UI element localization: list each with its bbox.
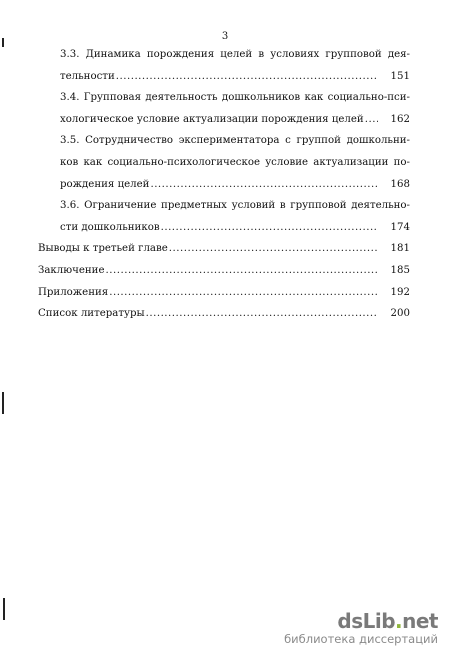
toc-leader-dots bbox=[161, 217, 378, 239]
page-number: 3 bbox=[221, 31, 229, 42]
toc-entry-text: рождения целей bbox=[60, 178, 150, 190]
toc-entry-conclusions-ch3[interactable] bbox=[38, 238, 410, 260]
toc-entry-text: Выводы к третьей главе bbox=[38, 243, 168, 255]
watermark[interactable] bbox=[258, 610, 438, 646]
toc-entry-last-line bbox=[60, 66, 410, 88]
toc-page-number: 174 bbox=[390, 221, 410, 233]
toc-leader-dots bbox=[106, 260, 378, 282]
toc-entry-text: Заключение bbox=[38, 264, 105, 276]
toc-entry-appendices[interactable] bbox=[38, 282, 410, 304]
toc-page-number: 168 bbox=[390, 178, 410, 190]
toc-leader-dots bbox=[116, 66, 378, 88]
toc-page-number: 181 bbox=[390, 243, 410, 255]
toc-entry-3-4[interactable] bbox=[38, 87, 410, 130]
watermark-brand-main: dsLib bbox=[337, 609, 396, 633]
toc-leader-dots bbox=[109, 282, 378, 304]
toc-page-number: 200 bbox=[390, 308, 410, 320]
toc-entry-text: хологическое условие актуализации порождения целей bbox=[60, 113, 364, 125]
toc-page-number: 192 bbox=[390, 286, 410, 298]
toc-entry-last-line bbox=[38, 238, 410, 260]
toc-entry-last-line bbox=[60, 217, 410, 239]
toc-leader-dots bbox=[150, 174, 378, 196]
toc-entry-references[interactable] bbox=[38, 303, 410, 325]
toc-entry-3-6[interactable] bbox=[38, 195, 410, 238]
watermark-subtitle: библиотека диссертаций bbox=[284, 632, 438, 646]
watermark-brand-dot: . bbox=[395, 609, 403, 633]
toc-entry-last-line bbox=[38, 303, 410, 325]
toc-page-number: 162 bbox=[390, 113, 410, 125]
margin-mark-top bbox=[2, 38, 4, 47]
toc-page-number: 151 bbox=[390, 70, 410, 82]
toc-leader-dots bbox=[365, 109, 378, 131]
toc-entry-text-line: 3.6. Ограничение предметных условий в групповой деятельно- bbox=[60, 200, 410, 212]
toc-page-number: 185 bbox=[390, 264, 410, 276]
toc-entry-3-5[interactable] bbox=[38, 130, 410, 195]
toc-entry-text: Приложения bbox=[38, 286, 109, 298]
toc-entry-last-line bbox=[60, 174, 410, 196]
toc-entry-conclusion[interactable] bbox=[38, 260, 410, 282]
watermark-logo bbox=[258, 610, 438, 632]
toc-entry-text: сти дошкольников bbox=[60, 221, 160, 233]
toc-entry-text-line: ков как социально-психологическое условие актуализации по- bbox=[60, 156, 410, 168]
toc-entry-text: Список литературы bbox=[38, 308, 145, 320]
toc-entry-text: тельности bbox=[60, 70, 115, 82]
toc-leader-dots bbox=[146, 303, 378, 325]
toc-entry-text-line: 3.4. Групповая деятельность дошкольников как социально-пси- bbox=[60, 92, 410, 104]
margin-mark-bottom bbox=[3, 598, 5, 620]
margin-mark-middle bbox=[2, 392, 4, 414]
toc-entry-last-line bbox=[38, 282, 410, 304]
table-of-contents bbox=[38, 44, 410, 325]
toc-entry-text-line: 3.5. Сотрудничество экспериментатора с группой дошкольни- bbox=[60, 135, 410, 147]
toc-entry-3-3[interactable] bbox=[38, 44, 410, 87]
toc-entry-last-line bbox=[60, 109, 410, 131]
toc-leader-dots bbox=[169, 238, 378, 260]
toc-entry-text-line: 3.3. Динамика порождения целей в условиях групповой дея- bbox=[60, 49, 410, 60]
watermark-brand-tld: net bbox=[402, 609, 438, 633]
toc-entry-last-line bbox=[38, 260, 410, 282]
